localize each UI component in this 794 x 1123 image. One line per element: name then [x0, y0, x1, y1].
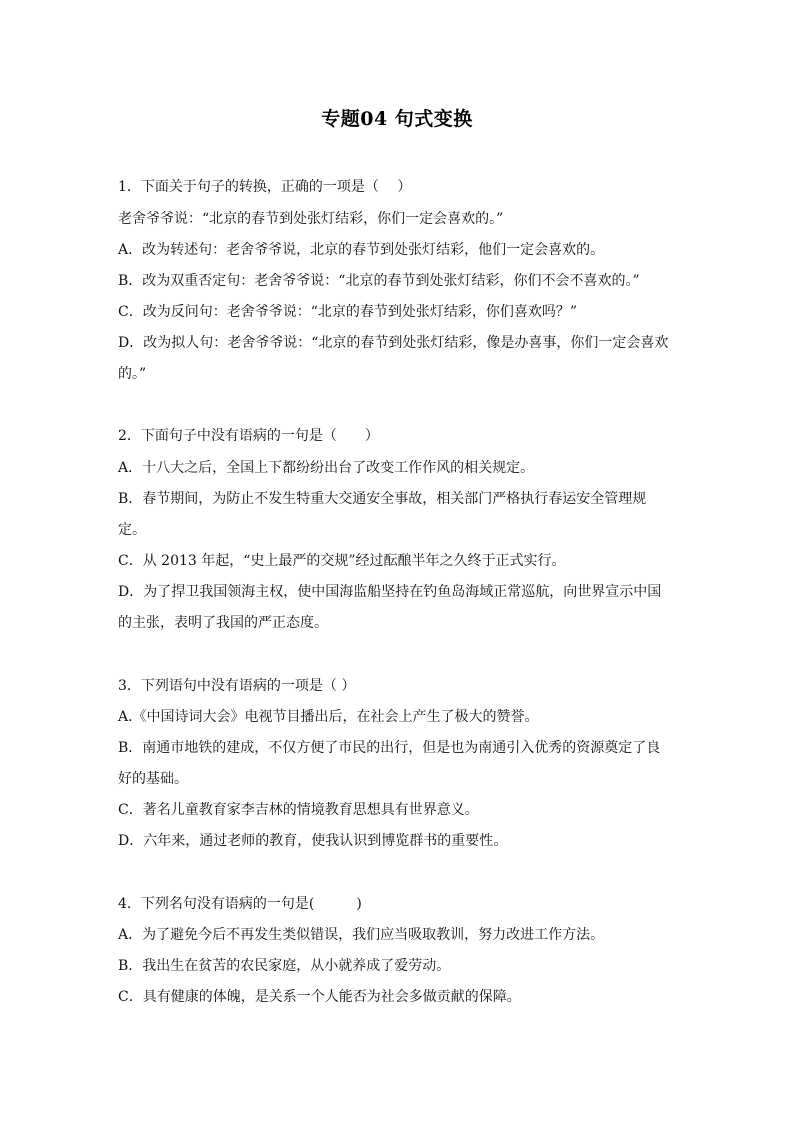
question-2-option-b: B．春节期间，为防止不发生特重大交通安全事故，相关部门严格执行春运安全管理规 [118, 491, 647, 507]
question-3-option-d: D．六年来，通过老师的教育，使我认识到博览群书的重要性。 [118, 833, 508, 849]
question-2-stem: 2．下面句子中没有语病的一句是（ ） [118, 428, 379, 444]
question-2-option-d: D．为了捍卫我国领海主权，使中国海监船坚持在钓鱼岛海域正常巡航，向世界宣示中国 [118, 584, 662, 600]
question-1-option-d-continued: 的。” [118, 366, 147, 382]
question-1-context: 老舍爷爷说：“北京的春节到处张灯结彩，你们一定会喜欢的。” [118, 211, 504, 227]
question-1-option-b: B．改为双重否定句：老舍爷爷说：“北京的春节到处张灯结彩，你们不会不喜欢的。” [118, 273, 640, 289]
question-3-option-c: C．著名儿童教育家李吉林的情境教育思想具有世界意义。 [118, 802, 479, 818]
question-3-option-b-continued: 好的基础。 [118, 771, 188, 787]
question-2-option-d-continued: 的主张，表明了我国的严正态度。 [118, 615, 328, 631]
question-1-option-c: C．改为反问句：老舍爷爷说：“北京的春节到处张灯结彩，你们喜欢吗？” [118, 304, 578, 320]
question-1-option-d: D．改为拟人句：老舍爷爷说：“北京的春节到处张灯结彩，像是办喜事，你们一定会喜欢 [118, 335, 669, 351]
question-3-stem: 3．下列语句中没有语病的一项是（ ） [118, 678, 356, 694]
question-4-option-a: A．为了避免今后不再发生类似错误，我们应当吸取教训，努力改进工作方法。 [118, 927, 605, 943]
question-4-option-b: B．我出生在贫苦的农民家庭，从小就养成了爱劳动。 [118, 958, 451, 974]
question-2-option-b-continued: 定。 [118, 522, 146, 538]
question-4-option-c: C．具有健康的体魄，是关系一个人能否为社会多做贡献的保障。 [118, 989, 521, 1005]
question-1-stem: 1．下面关于句子的转换，正确的一项是（ ） [118, 179, 412, 195]
question-3-option-b: B．南通市地铁的建成，不仅方便了市民的出行，但是也为南通引入优秀的资源奠定了良 [118, 740, 661, 756]
question-2-option-c: C．从 2013 年起，“史上最严的交规”经过酝酿半年之久终于正式实行。 [118, 553, 566, 569]
question-2-option-a: A．十八大之后，全国上下都纷纷出台了改变工作作风的相关规定。 [118, 460, 535, 476]
question-3-option-a: A.《中国诗词大会》电视节目播出后，在社会上产生了极大的赞誉。 [118, 709, 539, 725]
question-4-stem: 4．下列名句没有语病的一句是( ) [118, 896, 362, 912]
question-1-option-a: A．改为转述句：老舍爷爷说，北京的春节到处张灯结彩，他们一定会喜欢的。 [118, 242, 605, 258]
page-title: 专题04 句式变换 [321, 108, 473, 130]
